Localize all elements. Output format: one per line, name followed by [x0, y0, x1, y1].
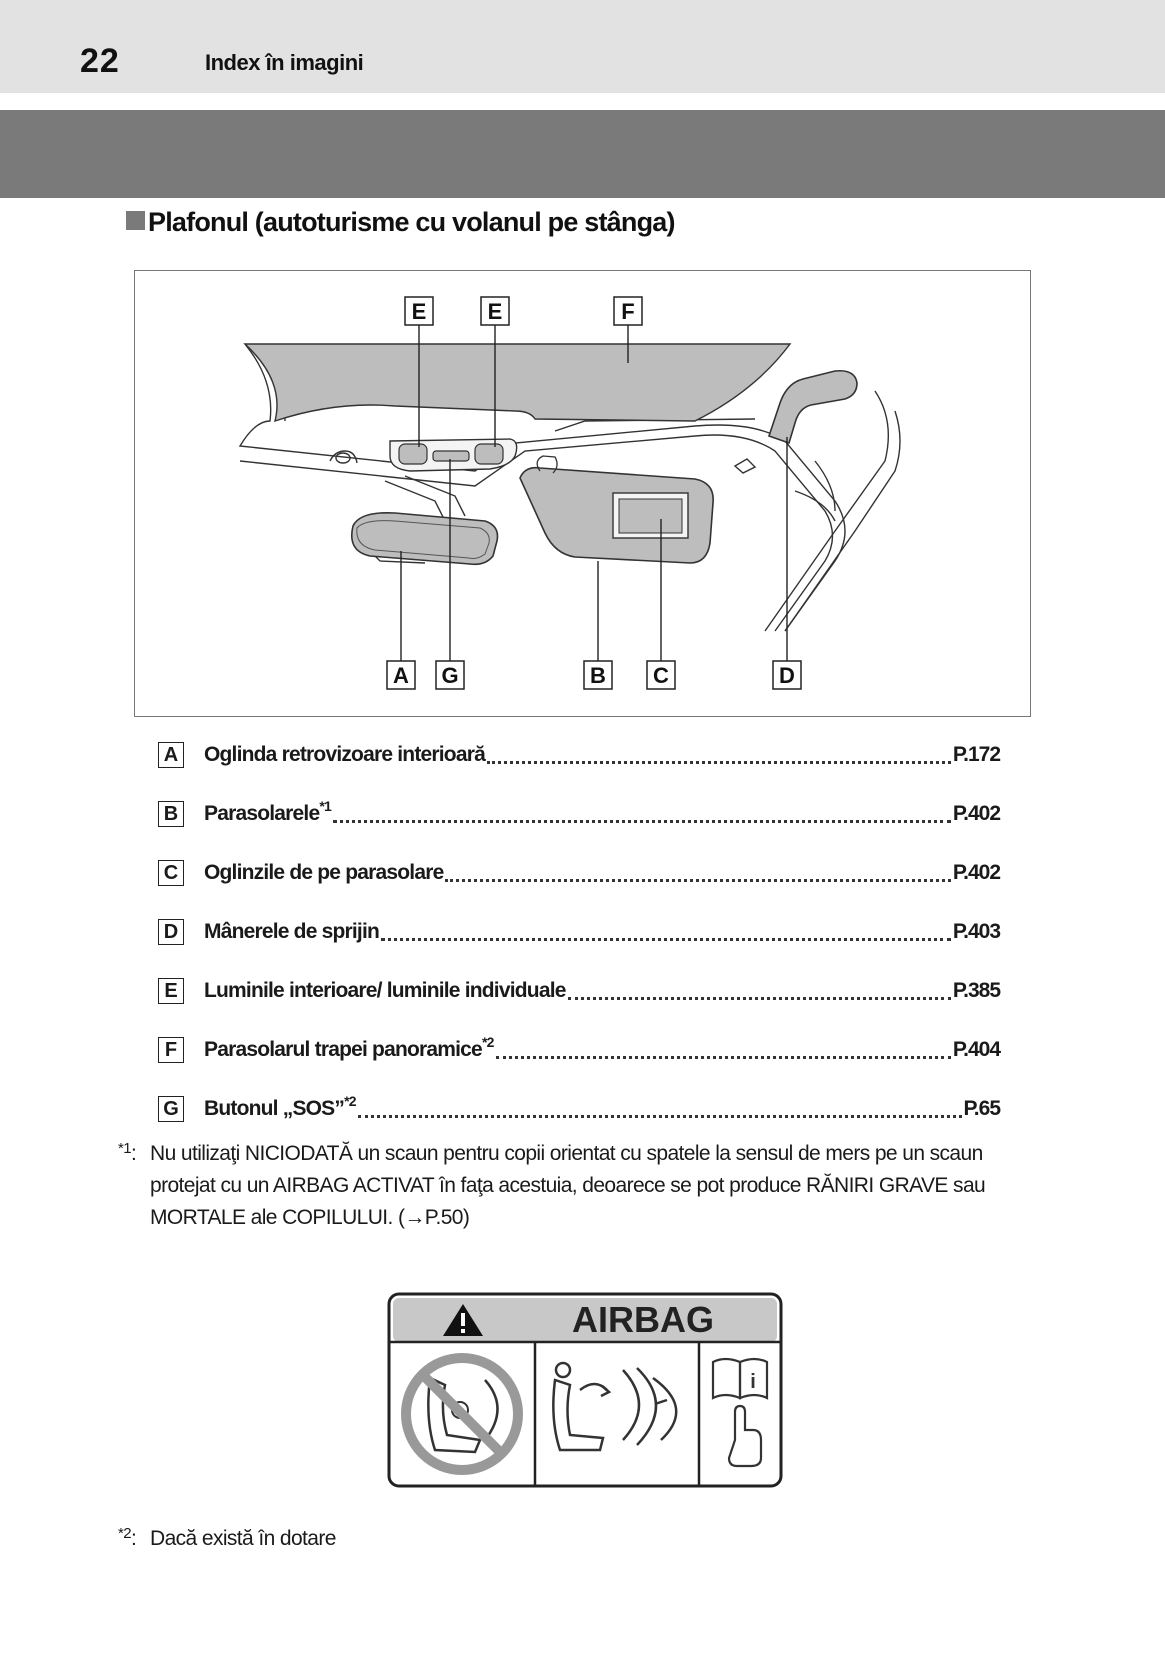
page-reference[interactable]: P.385 [952, 979, 1000, 1002]
callout-b: B [590, 663, 606, 688]
callout-a: A [393, 663, 409, 688]
ceiling-illustration [134, 270, 1031, 717]
index-key: B [158, 801, 184, 827]
index-row [158, 977, 1000, 1036]
airbag-warning-label [385, 1290, 785, 1495]
index-key: C [158, 860, 184, 886]
footnote-mark: $^{*1}$: [118, 1140, 137, 1165]
leader-dots [381, 918, 951, 941]
page-reference[interactable]: P.172 [952, 743, 1000, 766]
airbag-title: AIRBAG [572, 1299, 714, 1340]
leader-dots [487, 741, 951, 764]
page-reference[interactable]: P.402 [952, 861, 1000, 884]
index-key: E [158, 978, 184, 1004]
interior-light-left [399, 444, 427, 464]
callout-g: G [441, 663, 459, 688]
page-number: 22 [80, 42, 120, 80]
assist-grip [769, 371, 857, 443]
callout-e-right: E [487, 299, 503, 324]
callouts-top [405, 297, 642, 325]
index-row [158, 1036, 1000, 1095]
interior-light-right [475, 444, 503, 464]
page-reference[interactable]: P.402 [952, 802, 1000, 825]
airbag-label-drawing [385, 1290, 785, 1490]
index-key: D [158, 919, 184, 945]
leader-dots [333, 800, 951, 823]
leader-dots [568, 977, 951, 1000]
manual-info-letter: i [750, 1371, 756, 1393]
sos-button [433, 451, 469, 461]
index-label: Parasolarul trapei panoramice$^{*2}$ [204, 1034, 494, 1061]
index-key: G [158, 1096, 184, 1122]
index-key: F [158, 1037, 184, 1063]
callout-f: F [621, 299, 635, 324]
index-key: A [158, 742, 184, 768]
index-label: Butonul „SOS”$^{*2}$ [204, 1093, 356, 1120]
index-row [158, 741, 1000, 800]
callout-d: D [779, 663, 795, 688]
index-row [158, 859, 1000, 918]
index-label: Oglinda retrovizoare interioară [204, 743, 485, 766]
page-reference[interactable]: P.403 [952, 920, 1000, 943]
section-band [0, 110, 1165, 198]
page-reference[interactable]: P.404 [952, 1038, 1000, 1061]
page-reference[interactable]: P.65 [963, 1097, 1000, 1120]
footnote-text: Nu utilizaţi NICIODATĂ un scaun pentru copii orientat cu spatele la sensul de mers pe un scaun protejat cu un AIRBAG ACTIVAT în faţa acestuia, deoarece se pot produce RĂNIRI GRAVE sau MORTALE ale COPILULUI. (→P.50) [150, 1142, 986, 1229]
index-row [158, 918, 1000, 977]
footnote-2 [118, 1523, 618, 1555]
index-label: Luminile interioare/ luminile individuale [204, 979, 566, 1002]
leader-dots [496, 1036, 951, 1059]
index-label: Parasolarele$^{*1}$ [204, 798, 331, 825]
index-label: Oglinzile de pe parasolare [204, 861, 444, 884]
callout-e-left: E [411, 299, 427, 324]
callouts-bottom [387, 661, 801, 689]
sunroof-shade [245, 344, 790, 421]
index-row [158, 800, 1000, 859]
index-label: Mânerele de sprijin [204, 920, 380, 943]
running-title: Index în imagini [205, 50, 364, 75]
footnote-mark: $^{*2}$: [118, 1525, 137, 1550]
rear-view-mirror [352, 513, 498, 565]
leader-dots [358, 1095, 962, 1118]
section-heading-text: Plafonul (autoturisme cu volanul pe stânga) [148, 207, 675, 237]
square-bullet-icon [126, 211, 145, 230]
leader-dots [445, 859, 950, 882]
section-heading [126, 207, 675, 238]
footnote-text: Dacă există în dotare [150, 1527, 336, 1550]
page-header [0, 0, 1165, 93]
callout-c: C [653, 663, 669, 688]
index-list [158, 741, 1000, 1154]
ceiling-drawing [135, 271, 1030, 716]
footnote-1 [118, 1138, 1048, 1234]
